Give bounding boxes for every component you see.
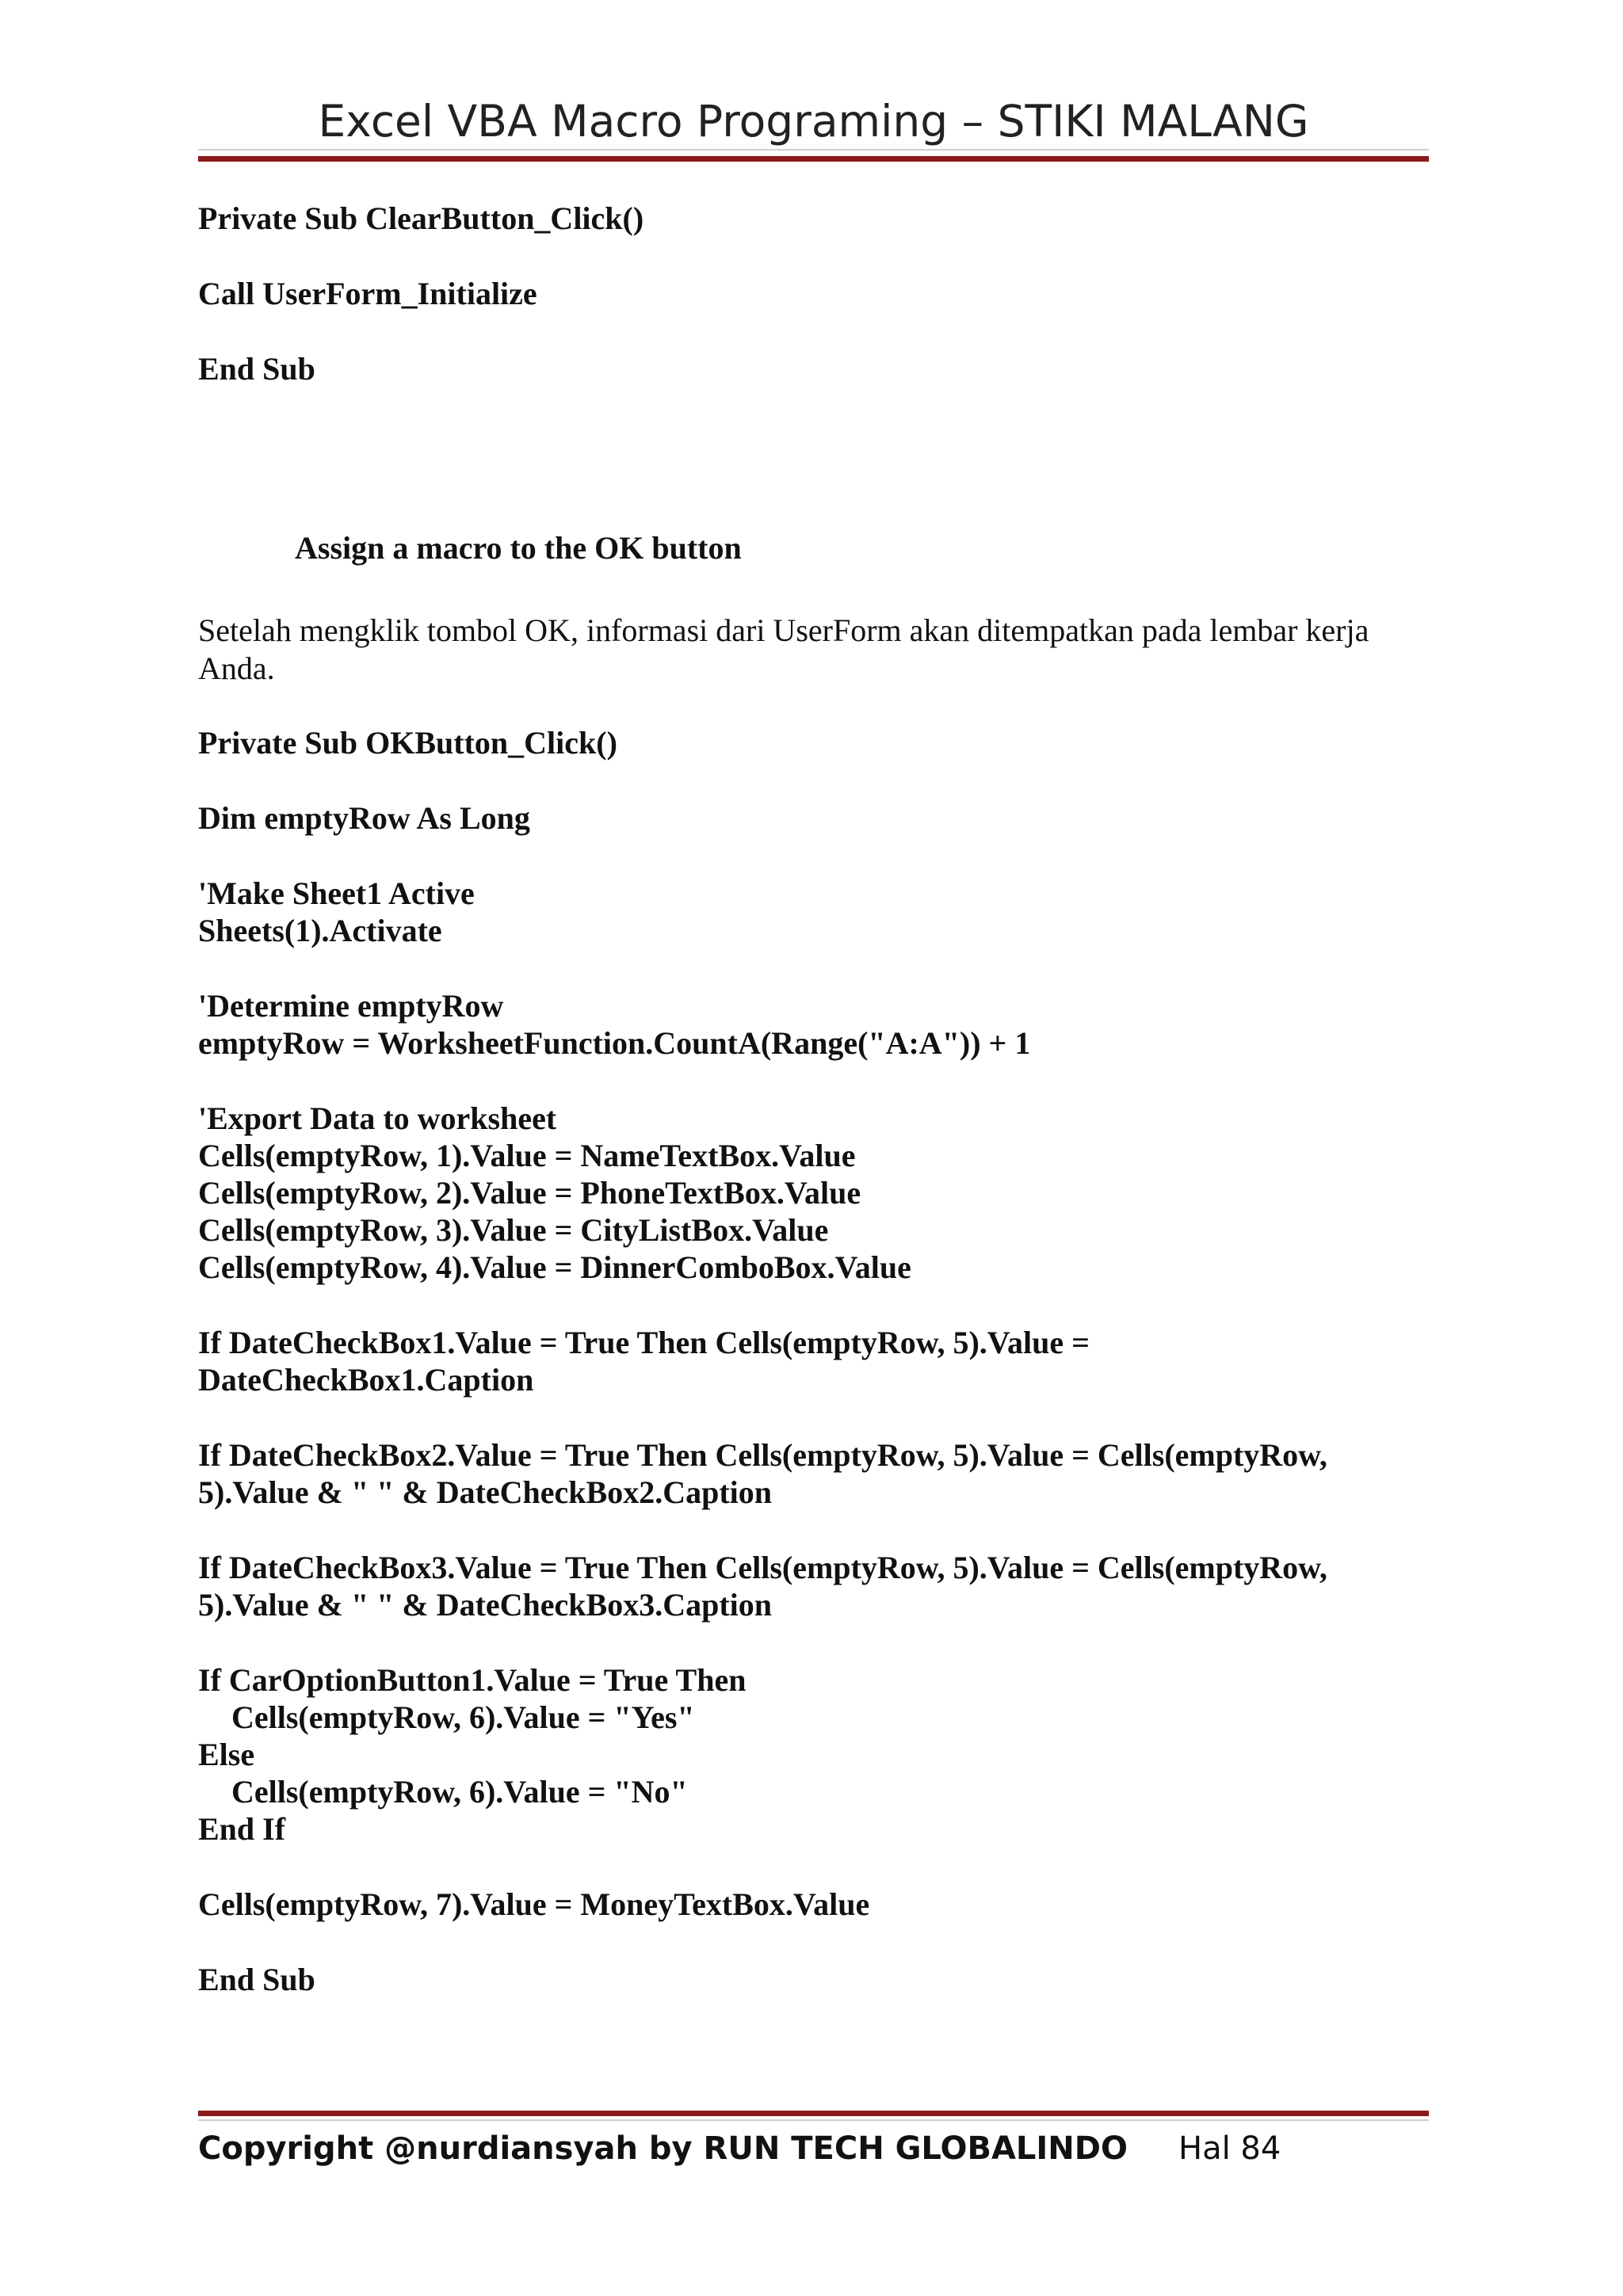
code-line: Cells(emptyRow, 6).Value = "Yes" xyxy=(231,1699,695,1735)
code-line: End Sub xyxy=(198,351,315,387)
code-line: Call UserForm_Initialize xyxy=(198,276,537,311)
header-title: Excel VBA Macro Programing – STIKI MALANG xyxy=(318,96,1309,147)
code-line: Cells(emptyRow, 7).Value = MoneyTextBox.Value xyxy=(198,1886,870,1922)
code-line: 5).Value & " " & DateCheckBox2.Caption xyxy=(198,1474,773,1510)
code-line: emptyRow = WorksheetFunction.CountA(Range("A:A")) + 1 xyxy=(198,1025,1031,1061)
header-rule-thick xyxy=(198,156,1429,162)
code-line: Sheets(1).Activate xyxy=(198,913,442,948)
code-line: End Sub xyxy=(198,1962,315,1997)
code-line: DateCheckBox1.Caption xyxy=(198,1362,534,1398)
code-line: Cells(emptyRow, 4).Value = DinnerComboBox.Value xyxy=(198,1249,911,1285)
code-line: 5).Value & " " & DateCheckBox3.Caption xyxy=(198,1587,773,1623)
code-line: Cells(emptyRow, 1).Value = NameTextBox.Value xyxy=(198,1138,856,1173)
footer-copyright: Copyright @nurdiansyah by RUN TECH GLOBALINDO xyxy=(198,2130,1128,2167)
code-comment: 'Determine emptyRow xyxy=(198,988,504,1024)
paragraph-line: Setelah mengklik tombol OK, informasi dari UserForm akan ditempatkan pada lembar kerja xyxy=(198,612,1369,648)
footer-rule-thin xyxy=(198,2119,1429,2121)
code-line: Private Sub OKButton_Click() xyxy=(198,725,617,761)
code-line: Cells(emptyRow, 3).Value = CityListBox.Value xyxy=(198,1212,829,1248)
header-rule-thin xyxy=(198,149,1429,151)
code-line: If DateCheckBox2.Value = True Then Cells(emptyRow, 5).Value = Cells(emptyRow, xyxy=(198,1437,1327,1473)
footer-rule-thick xyxy=(198,2111,1429,2116)
code-line: If DateCheckBox1.Value = True Then Cells(emptyRow, 5).Value = xyxy=(198,1325,1090,1360)
code-line: Private Sub ClearButton_Click() xyxy=(198,200,644,236)
page-number: Hal 84 xyxy=(1178,2130,1281,2167)
paragraph-line: Anda. xyxy=(198,650,275,686)
code-line: End If xyxy=(198,1811,286,1847)
code-line: If DateCheckBox3.Value = True Then Cells(emptyRow, 5).Value = Cells(emptyRow, xyxy=(198,1550,1327,1585)
code-line: Dim emptyRow As Long xyxy=(198,800,530,836)
section-heading: Assign a macro to the OK button xyxy=(295,530,742,566)
code-line: Cells(emptyRow, 6).Value = "No" xyxy=(231,1774,688,1810)
code-line: If CarOptionButton1.Value = True Then xyxy=(198,1662,747,1698)
code-line: Else xyxy=(198,1737,255,1772)
code-comment: 'Export Data to worksheet xyxy=(198,1100,557,1136)
code-line: Cells(emptyRow, 2).Value = PhoneTextBox.Value xyxy=(198,1175,861,1211)
code-comment: 'Make Sheet1 Active xyxy=(198,875,475,911)
